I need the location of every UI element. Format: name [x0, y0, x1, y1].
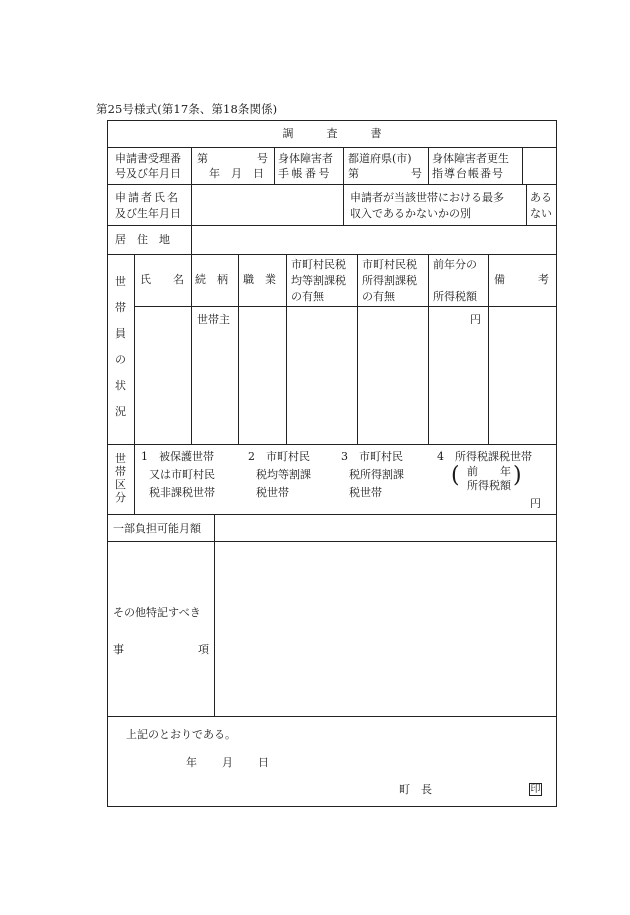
class-4-paren-open: (	[451, 463, 460, 488]
prefecture-dai: 第	[348, 167, 359, 180]
rule-r1-v4	[428, 147, 429, 184]
col-header-tax-per-capita-3: の有無	[291, 290, 324, 303]
class-1-line-3: 税非課税世帯	[149, 486, 215, 499]
receipt-number-label-1: 申請書受理番	[115, 152, 181, 165]
rule-hh-v5	[428, 254, 429, 444]
class-1-line-2: 又は市町村民	[149, 468, 215, 481]
applicant-label-1: 申請者氏名	[115, 191, 180, 204]
household-side-3: 員	[115, 327, 126, 340]
rule-remarks-bottom	[108, 716, 556, 717]
col-header-income-tax-1: 前年分の	[433, 258, 477, 271]
household-side-5: 状	[115, 379, 126, 392]
rule-hh-v6	[488, 254, 489, 444]
class-3-line-3: 税世帯	[349, 486, 382, 499]
answer-yes: ある	[530, 191, 552, 204]
classification-side-4: 分	[115, 491, 126, 504]
class-4-line-1: 4 所得税課税世帯	[437, 450, 532, 463]
receipt-number-dai: 第	[197, 152, 208, 165]
rule-hh-v4	[357, 254, 358, 444]
receipt-number-go: 号	[257, 152, 268, 165]
col-header-income-tax-2: 所得税額	[433, 290, 477, 303]
remarks-label-2a: 事	[113, 643, 124, 656]
receipt-date: 年 月 日	[209, 167, 264, 180]
receipt-number-label-2: 号及び年月日	[115, 167, 181, 180]
class-4-yen-unit: 円	[530, 497, 541, 510]
survey-form	[107, 120, 557, 807]
col-header-tax-per-capita-2: 均等割課税	[291, 274, 346, 287]
classification-side-2: 帯	[115, 465, 126, 478]
rule-classification-bottom	[108, 514, 556, 515]
rule-r2-v3	[526, 184, 527, 225]
monthly-burden-label: 一部負担可能月額	[113, 522, 201, 535]
col-header-tax-income-3: の有無	[362, 290, 395, 303]
rule-r1-v1	[191, 147, 192, 184]
income-yen-unit: 円	[470, 313, 481, 326]
prefecture-label: 都道府県(市)	[348, 152, 412, 165]
seal-mark: 印	[530, 784, 541, 795]
form-heading: 調 査 書	[282, 127, 382, 140]
rule-r1-v3	[343, 147, 344, 184]
rule-row1-bottom	[108, 184, 556, 185]
household-side-4: の	[115, 353, 126, 366]
prefecture-go: 号	[411, 167, 422, 180]
class-4-prior-year: 前 年	[467, 465, 511, 478]
rule-hh-v3	[286, 254, 287, 444]
ledger-label-1: 身体障害者更生	[432, 152, 509, 165]
col-header-tax-income-2: 所得割課税	[362, 274, 417, 287]
answer-no: ない	[530, 207, 552, 220]
rule-r3-v1	[191, 225, 192, 254]
rule-hh-v1	[191, 254, 192, 444]
class-4-income-tax: 所得税額	[467, 479, 511, 492]
applicant-label-2: 及び生年月日	[115, 207, 181, 220]
col-header-name: 氏 名	[140, 273, 184, 286]
max-income-question-1: 申請者が当該世帯における最多	[350, 191, 504, 204]
rule-title-bottom	[108, 147, 556, 148]
class-3-line-2: 税所得割課	[349, 468, 404, 481]
household-side-6: 況	[115, 405, 126, 418]
rule-row2-bottom	[108, 225, 556, 226]
footer-signer: 町 長	[399, 783, 432, 796]
col-header-relation: 続 柄	[195, 273, 228, 286]
rule-r1-v2	[274, 147, 275, 184]
head-of-household: 世帯主	[197, 313, 230, 326]
rule-hh-v2	[238, 254, 239, 444]
handbook-label-2: 手帳番号	[278, 167, 332, 180]
footer-date-month: 月	[222, 756, 233, 769]
rule-hh-v0	[134, 254, 135, 444]
form-number-title: 第25号様式(第17条、第18条関係)	[96, 102, 278, 116]
rule-r2-v1	[191, 184, 192, 225]
remarks-label-2b: 項	[198, 643, 209, 656]
ledger-label-2: 指導台帳番号	[432, 167, 504, 180]
household-side-2: 帯	[115, 301, 126, 314]
residence-label: 居 住 地	[115, 233, 170, 246]
rule-cls-v0	[134, 444, 135, 514]
remarks-label-1: その他特記すべき	[113, 606, 201, 619]
classification-side-1: 世	[115, 452, 126, 465]
rule-r1-v5	[522, 147, 523, 184]
household-side-1: 世	[115, 275, 126, 288]
max-income-question-2: 収入であるかないかの別	[350, 207, 471, 220]
class-2-line-3: 税世帯	[256, 486, 289, 499]
handbook-label-1: 身体障害者	[278, 152, 333, 165]
col-header-tax-income-1: 市町村民税	[362, 258, 417, 271]
rule-remarks-v	[214, 514, 215, 716]
col-header-tax-per-capita-1: 市町村民税	[291, 258, 346, 271]
rule-household-bottom	[108, 444, 556, 445]
rule-monthly-bottom	[108, 541, 556, 542]
class-4-paren-close: )	[513, 463, 522, 488]
footer-statement: 上記のとおりである。	[126, 728, 236, 741]
class-2-line-1: 2 市町村民	[248, 450, 310, 463]
classification-side-3: 区	[115, 478, 126, 491]
footer-date-day: 日	[258, 756, 269, 769]
rule-household-header-bottom	[134, 306, 556, 307]
col-header-job: 職 業	[243, 273, 276, 286]
rule-r2-v2	[343, 184, 344, 225]
col-header-notes: 備 考	[494, 273, 549, 286]
class-2-line-2: 税均等割課	[256, 468, 311, 481]
footer-date-year: 年	[186, 756, 197, 769]
class-3-line-1: 3 市町村民	[341, 450, 403, 463]
class-1-line-1: 1 被保護世帯	[141, 450, 214, 463]
